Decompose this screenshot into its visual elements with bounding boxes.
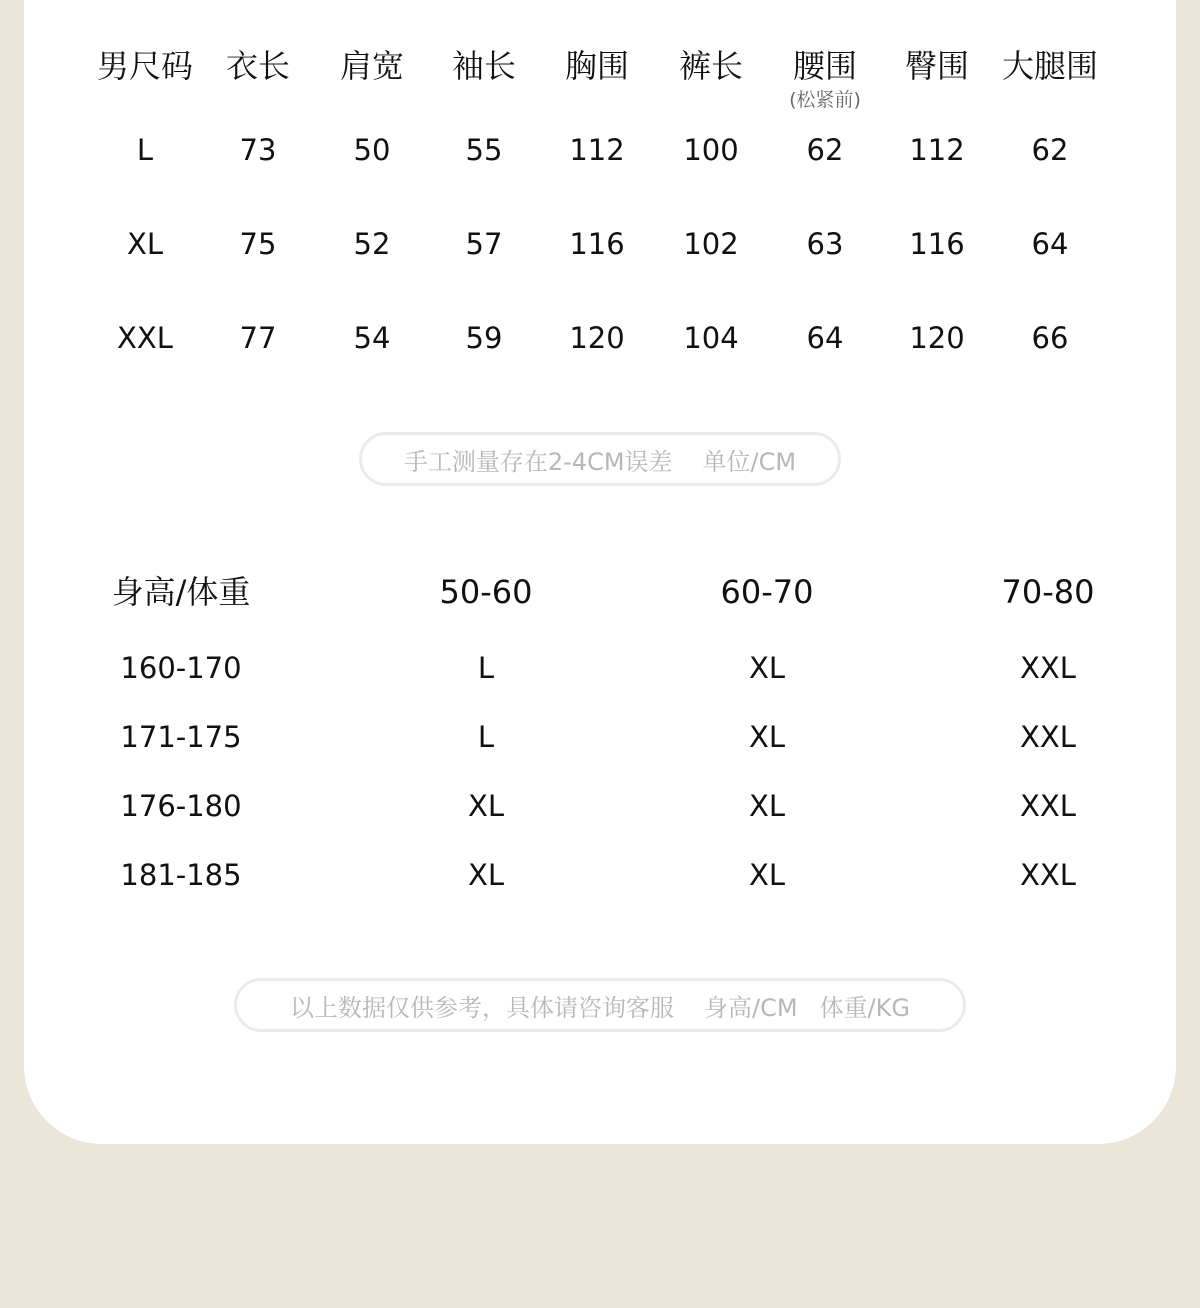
height-unit-note: 身高/CM	[704, 993, 798, 1022]
size-value-cell: 52	[353, 227, 391, 261]
size-col-header: 大腿围	[1001, 47, 1099, 85]
unit-note: 单位/CM	[702, 447, 797, 476]
reference-note: 以上数据仅供参考，具体请咨询客服	[290, 993, 674, 1022]
measurement-error-note: 手工测量存在2-4CM误差	[403, 447, 673, 476]
height-range-cell: 160-170	[120, 651, 242, 685]
rec-col-header: 60-70	[720, 573, 814, 611]
size-col-header: 胸围	[564, 47, 630, 85]
size-value-cell: 77	[239, 321, 277, 355]
size-value-cell: 54	[353, 321, 391, 355]
recommended-size-cell: XXL	[1020, 858, 1076, 892]
size-col-header: 男尺码	[96, 47, 194, 85]
size-value-cell: 64	[1031, 227, 1069, 261]
recommended-size-cell: XL	[748, 720, 786, 754]
size-value-cell: 120	[569, 321, 625, 355]
size-value-cell: 57	[465, 227, 503, 261]
reference-note-pill	[234, 978, 966, 1032]
size-label-cell: XL	[126, 227, 164, 261]
recommended-size-cell: XXL	[1020, 789, 1076, 823]
size-value-cell: 112	[569, 133, 625, 167]
size-value-cell: 62	[806, 133, 844, 167]
size-value-cell: 64	[806, 321, 844, 355]
size-label-cell: L	[136, 133, 154, 167]
size-col-header: 肩宽	[339, 47, 405, 85]
size-value-cell: 55	[465, 133, 503, 167]
size-value-cell: 50	[353, 133, 391, 167]
size-col-header: 腰围	[792, 47, 858, 85]
size-value-cell: 100	[683, 133, 739, 167]
height-range-cell: 181-185	[120, 858, 242, 892]
size-value-cell: 66	[1031, 321, 1069, 355]
size-value-cell: 120	[909, 321, 965, 355]
size-value-cell: 73	[239, 133, 277, 167]
recommended-size-cell: L	[477, 720, 495, 754]
rec-col-header: 50-60	[439, 573, 533, 611]
size-value-cell: 59	[465, 321, 503, 355]
size-value-cell: 75	[239, 227, 277, 261]
measurement-note-pill	[359, 432, 841, 486]
size-value-cell: 63	[806, 227, 844, 261]
size-value-cell: 62	[1031, 133, 1069, 167]
size-value-cell: 112	[909, 133, 965, 167]
height-range-cell: 171-175	[120, 720, 242, 754]
size-value-cell: 116	[569, 227, 625, 261]
recommended-size-cell: XL	[467, 789, 505, 823]
weight-unit-note: 体重/KG	[819, 993, 910, 1022]
recommended-size-cell: XL	[748, 858, 786, 892]
size-col-header: 裤长	[678, 47, 744, 85]
size-value-cell: 102	[683, 227, 739, 261]
waist-note: (松紧前)	[789, 89, 861, 111]
height-range-cell: 176-180	[120, 789, 242, 823]
size-col-header: 衣长	[225, 47, 291, 85]
size-col-header: 袖长	[451, 47, 517, 85]
recommended-size-cell: XL	[467, 858, 505, 892]
size-value-cell: 116	[909, 227, 965, 261]
recommended-size-cell: XXL	[1020, 720, 1076, 754]
recommended-size-cell: L	[477, 651, 495, 685]
size-value-cell: 104	[683, 321, 739, 355]
size-label-cell: XXL	[117, 321, 173, 355]
rec-col-header: 身高/体重	[111, 573, 251, 611]
recommended-size-cell: XL	[748, 789, 786, 823]
rec-col-header: 70-80	[1001, 573, 1095, 611]
size-col-header: 臀围	[904, 47, 970, 85]
recommended-size-cell: XL	[748, 651, 786, 685]
recommended-size-cell: XXL	[1020, 651, 1076, 685]
